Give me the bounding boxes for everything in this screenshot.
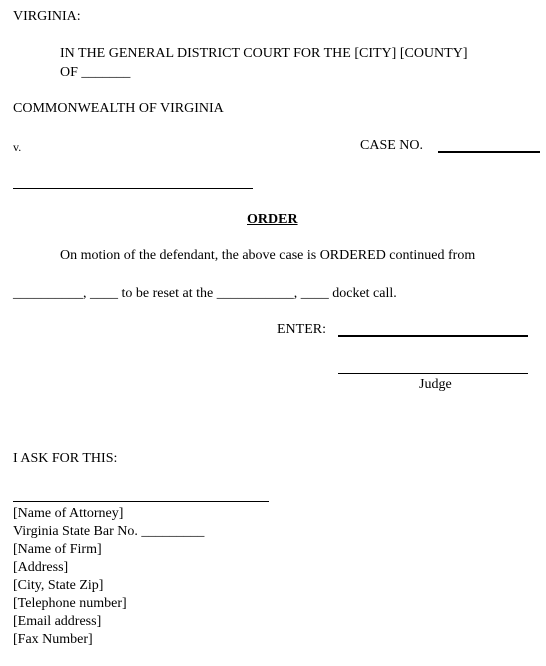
- attorney-signature-line: [13, 501, 269, 502]
- order-title: ORDER: [247, 212, 298, 227]
- enter-label: ENTER:: [277, 322, 326, 337]
- attorney-address: [Address]: [13, 560, 69, 575]
- court-caption-line1: IN THE GENERAL DISTRICT COURT FOR THE [CITY] [COUNTY]: [60, 46, 468, 61]
- attorney-email: [Email address]: [13, 614, 102, 629]
- state-heading: VIRGINIA:: [13, 9, 81, 24]
- attorney-telephone: [Telephone number]: [13, 596, 127, 611]
- case-number-label: CASE NO.: [360, 138, 424, 153]
- attorney-firm: [Name of Firm]: [13, 542, 102, 557]
- request-label: I ASK FOR THIS:: [13, 451, 118, 466]
- judge-signature-line: [338, 373, 528, 374]
- plaintiff-name: COMMONWEALTH OF VIRGINIA: [13, 101, 224, 116]
- order-body-line1: On motion of the defendant, the above case is ORDERED continued from: [60, 248, 476, 263]
- case-number-line: [438, 151, 540, 153]
- attorney-city-state-zip: [City, State Zip]: [13, 578, 104, 593]
- enter-signature-line: [338, 335, 528, 337]
- attorney-bar-number: Virginia State Bar No. _________: [13, 524, 205, 539]
- versus-label: v.: [13, 140, 22, 154]
- attorney-fax: [Fax Number]: [13, 632, 93, 647]
- attorney-name: [Name of Attorney]: [13, 506, 124, 521]
- defendant-name-line: [13, 188, 253, 189]
- order-body-line2: __________, ____ to be reset at the ___________, ____ docket call.: [13, 286, 397, 301]
- judge-label: Judge: [419, 377, 452, 392]
- court-caption-line2: OF _______: [60, 65, 131, 80]
